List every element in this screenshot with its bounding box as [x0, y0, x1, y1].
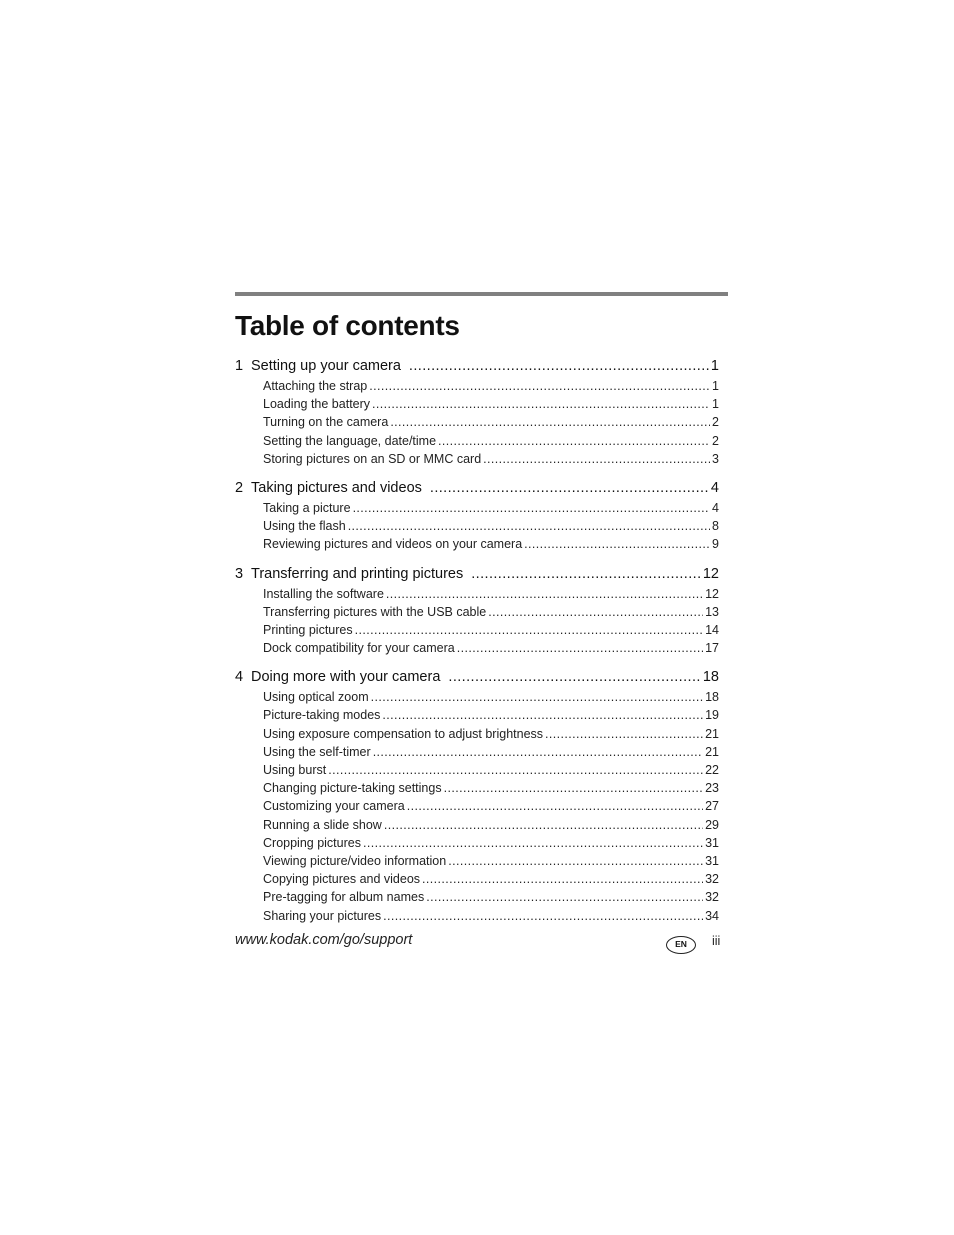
section-title: Using exposure compensation to adjust brightness — [263, 726, 544, 741]
section-page-number: 9 — [712, 537, 719, 552]
section-page-number: 8 — [712, 519, 719, 534]
toc-chapter-entry[interactable] — [235, 566, 719, 587]
chapter-number: 2 — [235, 479, 244, 496]
dot-leader — [386, 587, 703, 601]
dot-leader — [371, 690, 703, 704]
toc-section-entry[interactable] — [235, 379, 719, 397]
section-title: Loading the battery — [263, 397, 371, 412]
section-page-number: 13 — [705, 604, 719, 619]
chapter-number: 4 — [235, 669, 244, 686]
section-page-number: 12 — [705, 586, 719, 601]
dot-leader — [369, 379, 710, 393]
section-page-number: 21 — [705, 726, 719, 741]
toc-section-entry[interactable] — [235, 781, 719, 799]
dot-leader — [488, 605, 703, 619]
dot-leader — [545, 727, 703, 741]
dot-leader — [355, 623, 703, 637]
dot-leader — [348, 519, 710, 533]
chapter-number: 1 — [235, 358, 244, 374]
section-title: Changing picture-taking settings — [263, 781, 442, 796]
section-page-number: 1 — [712, 397, 719, 412]
toc-section-entry[interactable] — [235, 415, 719, 433]
section-page-number: 14 — [705, 622, 719, 637]
dot-leader — [353, 501, 710, 515]
section-title: Dock compatibility for your camera — [263, 641, 455, 656]
section-title: Turning on the camera — [263, 415, 389, 430]
section-page-number: 18 — [705, 690, 719, 705]
section-page-number: 2 — [712, 415, 719, 430]
dot-leader — [390, 415, 710, 429]
dot-leader — [471, 566, 701, 582]
section-title: Picture-taking modes — [263, 708, 381, 723]
toc-section-entry[interactable] — [235, 397, 719, 415]
dot-leader — [363, 836, 703, 850]
dot-leader — [457, 641, 703, 655]
section-page-number: 4 — [712, 500, 719, 515]
toc-section-entry[interactable] — [235, 501, 719, 519]
chapter-1 — [235, 358, 719, 470]
dot-leader — [407, 799, 703, 813]
dot-leader — [373, 745, 703, 759]
toc-section-entry[interactable] — [235, 434, 719, 452]
toc-section-entry[interactable] — [235, 708, 719, 726]
section-page-number: 31 — [705, 853, 719, 868]
support-link[interactable]: www.kodak.com/go/support — [235, 932, 413, 948]
toc-section-entry[interactable] — [235, 623, 719, 641]
section-title: Storing pictures on an SD or MMC card — [263, 451, 482, 466]
chapter-2 — [235, 480, 719, 556]
chapter-page-number: 18 — [702, 669, 719, 686]
toc-section-entry[interactable] — [235, 872, 719, 890]
language-badge: EN — [666, 936, 696, 954]
toc-section-entry[interactable] — [235, 818, 719, 836]
section-page-number: 17 — [705, 641, 719, 656]
section-page-number: 22 — [705, 763, 719, 777]
dot-leader — [448, 669, 700, 685]
dot-leader — [426, 890, 703, 904]
section-title: Setting the language, date/time — [263, 433, 437, 448]
section-page-number: 19 — [705, 708, 719, 723]
section-title: Using burst — [263, 763, 327, 777]
page-number: iii — [712, 934, 721, 948]
section-title: Running a slide show — [263, 817, 382, 832]
section-page-number: 29 — [705, 817, 719, 832]
toc-section-entry[interactable] — [235, 763, 719, 781]
toc-section-entry[interactable] — [235, 799, 719, 817]
toc-chapter-entry[interactable] — [235, 669, 719, 690]
chapter-page-number: 12 — [702, 565, 719, 582]
section-title: Using optical zoom — [263, 690, 369, 705]
chapter-title: Setting up your camera — [251, 358, 401, 374]
section-title: Sharing your pictures — [263, 908, 382, 923]
dot-leader — [448, 854, 703, 868]
section-page-number: 27 — [705, 799, 719, 814]
section-title: Reviewing pictures and videos on your camera — [263, 537, 523, 552]
toc-section-entry[interactable] — [235, 452, 719, 470]
chapter-4 — [235, 669, 719, 926]
dot-leader — [328, 763, 703, 777]
toc-section-entry[interactable] — [235, 587, 719, 605]
section-page-number: 23 — [705, 781, 719, 796]
chapter-page-number: 4 — [710, 479, 719, 496]
dot-leader — [444, 781, 704, 795]
table-of-contents — [235, 358, 719, 937]
dot-leader — [422, 872, 703, 886]
chapter-title: Transferring and printing pictures — [251, 565, 464, 582]
section-title: Using the flash — [263, 519, 346, 534]
chapter-title: Taking pictures and videos — [251, 479, 422, 496]
section-page-number: 32 — [705, 890, 719, 905]
section-title: Viewing picture/video information — [263, 853, 447, 868]
dot-leader — [430, 480, 709, 496]
title-rule — [235, 292, 728, 296]
section-page-number: 21 — [705, 744, 719, 759]
dot-leader — [384, 818, 703, 832]
section-title: Transferring pictures with the USB cable — [263, 604, 487, 619]
section-title: Taking a picture — [263, 500, 351, 515]
toc-chapter-entry[interactable] — [235, 480, 719, 501]
section-title: Installing the software — [263, 586, 384, 601]
dot-leader — [382, 708, 703, 722]
section-title: Customizing your camera — [263, 799, 405, 814]
dot-leader — [483, 452, 710, 466]
toc-section-entry[interactable] — [235, 605, 719, 623]
dot-leader — [383, 909, 703, 923]
section-title: Using the self-timer — [263, 744, 371, 759]
page-title: Table of contents — [235, 310, 460, 341]
section-title: Cropping pictures — [263, 835, 361, 850]
section-page-number: 34 — [705, 908, 719, 923]
section-title: Printing pictures — [263, 622, 353, 637]
dot-leader — [524, 537, 710, 551]
toc-section-entry[interactable] — [235, 745, 719, 763]
toc-section-entry[interactable] — [235, 890, 719, 908]
dot-leader — [409, 358, 709, 374]
section-page-number: 3 — [712, 451, 719, 466]
toc-section-entry[interactable] — [235, 727, 719, 745]
section-page-number: 31 — [705, 835, 719, 850]
toc-section-entry[interactable] — [235, 690, 719, 708]
section-title: Copying pictures and videos — [263, 872, 421, 887]
toc-section-entry[interactable] — [235, 641, 719, 659]
chapter-3 — [235, 566, 719, 660]
chapter-title: Doing more with your camera — [251, 669, 441, 686]
toc-section-entry[interactable] — [235, 909, 719, 927]
section-page-number: 32 — [705, 872, 719, 887]
section-page-number: 2 — [712, 433, 719, 448]
chapter-page-number: 1 — [710, 358, 719, 374]
toc-section-entry[interactable] — [235, 836, 719, 854]
toc-section-entry[interactable] — [235, 537, 719, 555]
toc-section-entry[interactable] — [235, 519, 719, 537]
section-title: Pre-tagging for album names — [263, 890, 425, 905]
dot-leader — [438, 434, 710, 448]
toc-chapter-entry[interactable] — [235, 358, 719, 379]
toc-section-entry[interactable] — [235, 854, 719, 872]
dot-leader — [372, 397, 710, 411]
chapter-number: 3 — [235, 565, 244, 582]
section-page-number: 1 — [712, 379, 719, 393]
section-title: Attaching the strap — [263, 379, 368, 393]
